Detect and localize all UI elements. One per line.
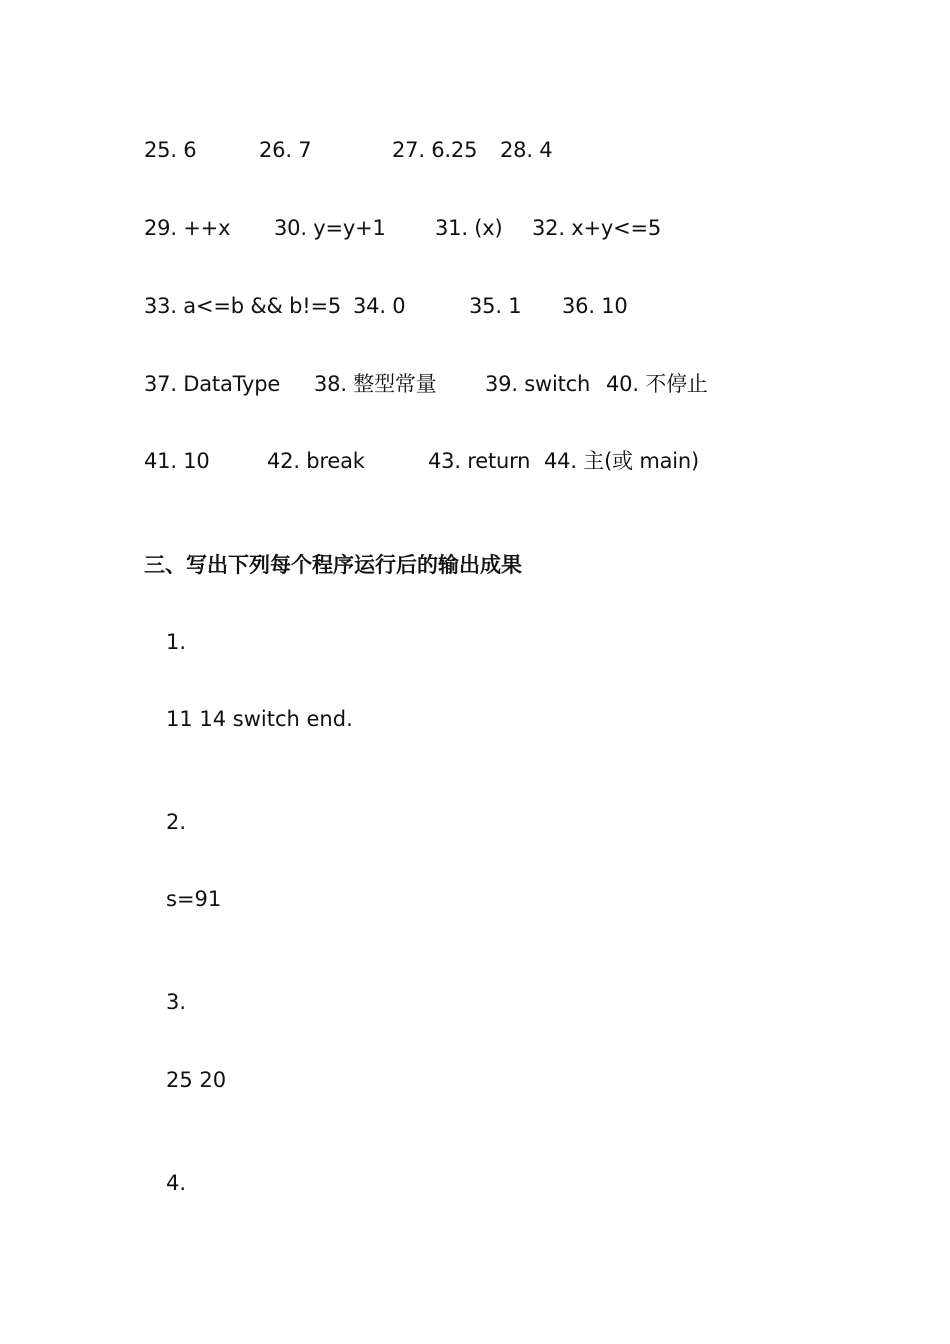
answer-37: 37. DataType [144,372,281,396]
answer-36: 36. 10 [562,294,628,318]
answer-32: 32. x+y<=5 [532,216,662,240]
answer-34: 34. 0 [353,294,406,318]
item-output-2: s=91 [166,887,222,911]
answer-33: 33. a<=b && b!=5 [144,294,342,318]
answer-40: 40. 不停止 [606,372,708,396]
answer-31: 31. (x) [435,216,503,240]
item-number-1: 1. [166,630,187,654]
answer-42: 42. break [267,449,365,473]
item-number-4: 4. [166,1171,187,1195]
item-output-1: 11 14 switch end. [166,707,353,731]
answer-27: 27. 6.25 [392,138,478,162]
answer-29: 29. ++x [144,216,231,240]
answer-35: 35. 1 [469,294,522,318]
answer-38: 38. 整型常量 [314,372,437,396]
item-number-2: 2. [166,810,187,834]
answer-43: 43. return [428,449,531,473]
item-output-3: 25 20 [166,1068,227,1092]
answer-41: 41. 10 [144,449,210,473]
section-heading: 三、写出下列每个程序运行后的输出成果 [144,553,522,577]
item-number-3: 3. [166,990,187,1014]
answer-28: 28. 4 [500,138,553,162]
answer-30: 30. y=y+1 [274,216,386,240]
answer-39: 39. switch [485,372,591,396]
answer-44: 44. 主(或 main) [544,449,700,473]
answer-26: 26. 7 [259,138,312,162]
answer-25: 25. 6 [144,138,197,162]
